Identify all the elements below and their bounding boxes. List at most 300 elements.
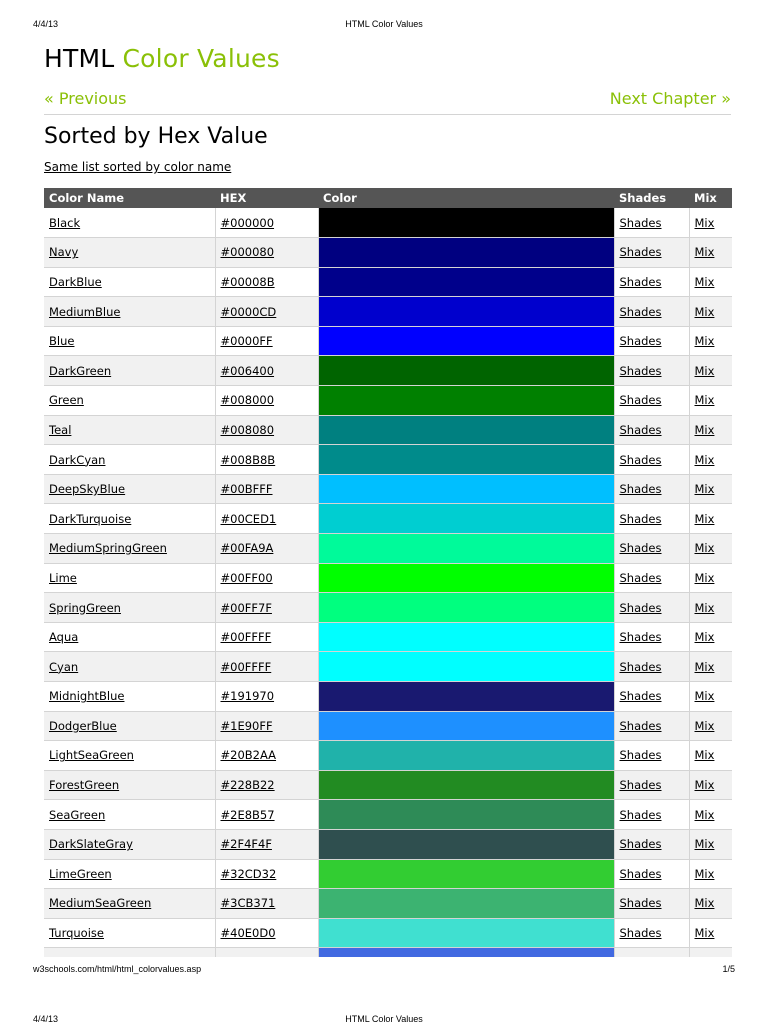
table-row (44, 829, 732, 859)
mix-link[interactable]: Mix (694, 896, 715, 911)
color-name-cell (44, 829, 215, 859)
mix-link[interactable]: Mix (694, 452, 715, 467)
mix-cell (689, 504, 732, 534)
shades-cell (614, 770, 689, 800)
hex-cell (215, 534, 318, 564)
table-row (44, 356, 732, 386)
shades-link[interactable]: Shades (619, 807, 662, 822)
hex-cell (215, 741, 318, 771)
shades-cell (614, 267, 689, 297)
shades-link[interactable]: Shades (619, 245, 662, 260)
shades-cell (614, 593, 689, 623)
color-name-link[interactable]: Teal (49, 422, 72, 437)
color-name-cell (44, 474, 215, 504)
color-swatch (319, 593, 614, 622)
table-row (44, 682, 732, 712)
color-swatch-cell (318, 267, 614, 297)
mix-cell (689, 918, 732, 948)
table-header-row (44, 188, 732, 208)
color-swatch-cell (318, 652, 614, 682)
mix-link[interactable]: Mix (694, 245, 715, 260)
mix-link[interactable]: Mix (694, 511, 715, 526)
color-table (44, 188, 732, 957)
header-color: Color (318, 188, 614, 208)
color-name-cell (44, 534, 215, 564)
color-name-cell (44, 741, 215, 771)
mix-link[interactable]: Mix (694, 778, 715, 793)
hex-cell (215, 445, 318, 475)
hex-link[interactable]: #00BFFF (220, 482, 273, 497)
shades-link[interactable]: Shades (619, 866, 662, 881)
page-title-plain: HTML (44, 44, 115, 73)
shades-link[interactable]: Shades (619, 748, 662, 763)
hex-link[interactable]: #006400 (220, 363, 275, 378)
hex-cell (215, 800, 318, 830)
hex-link[interactable]: #00CED1 (220, 511, 277, 526)
shades-cell (614, 238, 689, 268)
table-row (44, 445, 732, 475)
mix-link[interactable]: Mix (694, 600, 715, 615)
color-swatch-cell (318, 356, 614, 386)
color-table-body (44, 208, 732, 957)
shades-cell (614, 889, 689, 919)
shades-cell (614, 474, 689, 504)
page-break (0, 986, 768, 1012)
mix-cell (689, 386, 732, 416)
color-name-link[interactable]: Lime (49, 570, 77, 585)
color-swatch (319, 652, 614, 681)
shades-link[interactable]: Shades (619, 452, 662, 467)
color-swatch-cell (318, 918, 614, 948)
mix-cell (689, 652, 732, 682)
table-row (44, 918, 732, 948)
color-name-link[interactable]: Green (49, 393, 84, 408)
color-swatch-cell (318, 593, 614, 623)
shades-link[interactable]: Shades (619, 363, 662, 378)
color-name-link[interactable]: DarkSlateGray (49, 837, 133, 852)
shades-cell (614, 208, 689, 238)
table-row (44, 415, 732, 445)
mix-cell (689, 622, 732, 652)
hex-link[interactable]: #3CB371 (220, 896, 276, 911)
shades-link[interactable]: Shades (619, 778, 662, 793)
color-swatch (319, 623, 614, 652)
shades-link[interactable]: Shades (619, 837, 662, 852)
shades-link[interactable]: Shades (619, 600, 662, 615)
shades-cell (614, 829, 689, 859)
color-swatch-cell (318, 800, 614, 830)
shades-cell (614, 504, 689, 534)
color-swatch (319, 475, 614, 504)
hex-link[interactable]: #00FFFF (220, 659, 272, 674)
color-swatch (319, 504, 614, 533)
color-name-link[interactable]: MediumBlue (49, 304, 121, 319)
hex-cell (215, 593, 318, 623)
color-swatch-cell (318, 386, 614, 416)
color-swatch-cell (318, 859, 614, 889)
color-swatch (319, 416, 614, 445)
mix-cell (689, 415, 732, 445)
hex-link[interactable]: #0000CD (220, 304, 277, 319)
mix-link[interactable]: Mix (694, 334, 715, 349)
color-name-cell (44, 593, 215, 623)
mix-link[interactable] (695, 956, 715, 957)
shades-link[interactable]: Shades (619, 304, 662, 319)
mix-cell (689, 563, 732, 593)
table-row (44, 297, 732, 327)
mix-cell (689, 208, 732, 238)
color-name-cell (44, 770, 215, 800)
table-row (44, 711, 732, 741)
color-name-link[interactable]: MidnightBlue (49, 689, 125, 704)
color-swatch (319, 268, 614, 297)
table-row (44, 208, 732, 238)
shades-cell (614, 445, 689, 475)
color-name-cell (44, 563, 215, 593)
color-swatch (319, 297, 614, 326)
color-name-cell (44, 889, 215, 919)
hex-cell (215, 326, 318, 356)
table-row (44, 859, 732, 889)
color-swatch-cell (318, 770, 614, 800)
header-hex: HEX (215, 188, 318, 208)
hex-link[interactable]: #2F4F4F (220, 837, 272, 852)
color-name-cell (44, 445, 215, 475)
shades-cell (614, 415, 689, 445)
hex-cell (215, 386, 318, 416)
hex-cell (215, 770, 318, 800)
color-name-link[interactable]: DodgerBlue (49, 718, 117, 733)
hex-link[interactable]: #20B2AA (220, 748, 277, 763)
mix-link[interactable]: Mix (694, 215, 715, 230)
color-swatch (319, 712, 614, 741)
shades-link[interactable]: Shades (619, 896, 662, 911)
hex-link[interactable]: #00FF7F (220, 600, 272, 615)
table-row (44, 238, 732, 268)
hex-cell (215, 859, 318, 889)
table-row (44, 474, 732, 504)
mix-cell (689, 474, 732, 504)
mix-link[interactable]: Mix (694, 422, 715, 437)
shades-link[interactable]: Shades (619, 689, 662, 704)
color-swatch-cell (318, 741, 614, 771)
mix-link[interactable]: Mix (694, 837, 715, 852)
hex-cell (215, 829, 318, 859)
color-name-cell (44, 504, 215, 534)
table-row (44, 504, 732, 534)
mix-link[interactable]: Mix (694, 363, 715, 378)
mix-cell (689, 297, 732, 327)
shades-link[interactable]: Shades (619, 718, 662, 733)
table-row (44, 741, 732, 771)
mix-cell (689, 711, 732, 741)
mix-link[interactable]: Mix (694, 304, 715, 319)
table-row (44, 267, 732, 297)
table-row (44, 770, 732, 800)
color-name-link[interactable]: DarkBlue (49, 274, 102, 289)
mix-link[interactable]: Mix (694, 393, 715, 408)
mix-link[interactable]: Mix (694, 659, 715, 674)
print-footer (33, 964, 735, 976)
shades-link[interactable]: Shades (619, 570, 662, 585)
color-name-link[interactable]: DarkCyan (49, 452, 106, 467)
hex-cell (215, 297, 318, 327)
color-name-cell (44, 948, 215, 957)
color-swatch (319, 860, 614, 889)
shades-cell (614, 563, 689, 593)
next-chapter-link[interactable]: Next Chapter » (609, 89, 731, 108)
header-mix: Mix (689, 188, 732, 208)
color-swatch-cell (318, 208, 614, 238)
color-name-cell (44, 711, 215, 741)
shades-cell (614, 859, 689, 889)
mix-link[interactable]: Mix (694, 541, 715, 556)
shades-link[interactable]: Shades (619, 215, 662, 230)
header-color-name: Color Name (44, 188, 215, 208)
hex-link[interactable]: #40E0D0 (220, 926, 276, 941)
color-name-link[interactable]: LimeGreen (49, 866, 112, 881)
mix-cell (689, 445, 732, 475)
shades-link[interactable]: Shades (619, 274, 662, 289)
shades-cell (614, 356, 689, 386)
hex-link[interactable]: #191970 (220, 689, 275, 704)
color-name-cell (44, 682, 215, 712)
mix-cell (689, 356, 732, 386)
mix-link[interactable]: Mix (694, 807, 715, 822)
color-swatch-cell (318, 563, 614, 593)
color-name-cell (44, 356, 215, 386)
color-name-cell (44, 622, 215, 652)
shades-cell (614, 326, 689, 356)
mix-link[interactable]: Mix (694, 748, 715, 763)
hex-link[interactable]: #228B22 (220, 778, 275, 793)
color-name-link[interactable]: LightSeaGreen (49, 748, 134, 763)
shades-cell (614, 711, 689, 741)
color-name-link[interactable]: SeaGreen (49, 807, 106, 822)
mix-link[interactable]: Mix (694, 274, 715, 289)
color-name-link[interactable]: Aqua (49, 630, 79, 645)
mix-link[interactable]: Mix (694, 689, 715, 704)
mix-cell (689, 800, 732, 830)
hex-link[interactable]: #1E90FF (220, 718, 273, 733)
section-heading: Sorted by Hex Value (44, 124, 268, 149)
hex-link[interactable]: #008B8B (220, 452, 276, 467)
hex-cell (215, 238, 318, 268)
shades-cell (614, 297, 689, 327)
color-swatch (319, 919, 614, 948)
color-swatch (319, 564, 614, 593)
color-swatch (319, 948, 614, 957)
color-name-cell (44, 652, 215, 682)
shades-cell (614, 682, 689, 712)
shades-link[interactable]: Shades (619, 630, 662, 645)
shades-cell (614, 652, 689, 682)
table-row (44, 948, 732, 957)
color-name-link[interactable]: SpringGreen (49, 600, 121, 615)
header-shades: Shades (614, 188, 689, 208)
shades-link[interactable] (620, 956, 662, 957)
shades-cell (614, 386, 689, 416)
color-name-cell (44, 386, 215, 416)
color-swatch-cell (318, 889, 614, 919)
mix-link[interactable]: Mix (694, 866, 715, 881)
color-name-cell (44, 859, 215, 889)
mix-cell (689, 859, 732, 889)
color-swatch-cell (318, 445, 614, 475)
color-name-link[interactable]: DarkTurquoise (49, 511, 132, 526)
hex-link[interactable] (221, 956, 275, 957)
table-row (44, 534, 732, 564)
hex-cell (215, 682, 318, 712)
hex-cell (215, 208, 318, 238)
color-swatch (319, 534, 614, 563)
color-swatch-cell (318, 238, 614, 268)
hex-link[interactable]: #00FA9A (220, 541, 274, 556)
hex-link[interactable]: #000080 (220, 245, 275, 260)
mix-link[interactable]: Mix (694, 570, 715, 585)
color-name-link[interactable]: MediumSeaGreen (49, 896, 152, 911)
hex-link[interactable]: #008080 (220, 422, 275, 437)
shades-link[interactable]: Shades (619, 482, 662, 497)
table-row (44, 386, 732, 416)
table-row (44, 593, 732, 623)
color-swatch-cell (318, 682, 614, 712)
color-name-link[interactable]: Black (49, 215, 81, 230)
color-name-cell (44, 918, 215, 948)
shades-cell (614, 800, 689, 830)
color-swatch-cell (318, 948, 614, 957)
color-name-link[interactable]: DarkGreen (49, 363, 112, 378)
sort-by-name-link[interactable]: Same list sorted by color name (44, 160, 232, 174)
table-row (44, 326, 732, 356)
color-swatch (319, 771, 614, 800)
shades-cell (614, 741, 689, 771)
mix-link[interactable]: Mix (694, 718, 715, 733)
mix-cell (689, 267, 732, 297)
mix-cell (689, 534, 732, 564)
print-title: HTML Color Values (345, 19, 423, 29)
color-name-link[interactable]: Blue (49, 334, 75, 349)
color-swatch (319, 741, 614, 770)
hex-cell (215, 652, 318, 682)
page-title-accent: Color Values (122, 44, 280, 73)
mix-cell (689, 889, 732, 919)
hex-link[interactable]: #0000FF (220, 334, 273, 349)
color-name-link[interactable]: DeepSkyBlue (49, 482, 126, 497)
print-title-next-page: HTML Color Values (345, 1014, 423, 1024)
table-row (44, 800, 732, 830)
shades-cell (614, 918, 689, 948)
color-name-link[interactable]: Cyan (49, 659, 79, 674)
shades-link[interactable]: Shades (619, 511, 662, 526)
shades-link[interactable]: Shades (619, 334, 662, 349)
hex-cell (215, 356, 318, 386)
color-swatch (319, 386, 614, 415)
hex-cell (215, 474, 318, 504)
hex-link[interactable]: #00008B (220, 274, 275, 289)
mix-link[interactable]: Mix (694, 482, 715, 497)
color-swatch (319, 208, 614, 237)
mix-cell (689, 326, 732, 356)
print-date: 4/4/13 (33, 19, 59, 29)
shades-link[interactable]: Shades (619, 422, 662, 437)
print-page-number: 1/5 (722, 964, 735, 974)
hex-cell (215, 918, 318, 948)
color-name-link[interactable]: Navy (49, 245, 79, 260)
color-swatch (319, 682, 614, 711)
hex-link[interactable]: #000000 (220, 215, 275, 230)
mix-cell (689, 770, 732, 800)
color-name-link[interactable] (49, 956, 106, 957)
color-swatch-cell (318, 829, 614, 859)
color-swatch (319, 830, 614, 859)
mix-cell (689, 948, 732, 957)
mix-cell (689, 741, 732, 771)
color-name-cell (44, 208, 215, 238)
color-name-cell (44, 238, 215, 268)
hex-cell (215, 563, 318, 593)
shades-cell (614, 534, 689, 564)
table-row (44, 889, 732, 919)
color-swatch (319, 327, 614, 356)
mix-link[interactable]: Mix (694, 630, 715, 645)
table-row (44, 652, 732, 682)
hex-link[interactable]: #2E8B57 (220, 807, 275, 822)
shades-link[interactable]: Shades (619, 659, 662, 674)
shades-link[interactable]: Shades (619, 926, 662, 941)
hex-cell (215, 948, 318, 957)
hex-link[interactable]: #32CD32 (220, 866, 277, 881)
print-url: w3schools.com/html/html_colorvalues.asp (33, 964, 202, 974)
color-name-cell (44, 415, 215, 445)
color-name-cell (44, 800, 215, 830)
shades-link[interactable]: Shades (619, 393, 662, 408)
color-name-link[interactable]: ForestGreen (49, 778, 120, 793)
mix-link[interactable]: Mix (694, 926, 715, 941)
hex-cell (215, 504, 318, 534)
mix-cell (689, 682, 732, 712)
shades-link[interactable]: Shades (619, 541, 662, 556)
shades-cell (614, 948, 689, 957)
color-swatch-cell (318, 415, 614, 445)
color-swatch-cell (318, 474, 614, 504)
table-row (44, 622, 732, 652)
color-swatch-cell (318, 534, 614, 564)
print-date-next-page: 4/4/13 (33, 1014, 59, 1024)
color-swatch (319, 800, 614, 829)
previous-link[interactable]: « Previous (44, 89, 127, 108)
hex-cell (215, 622, 318, 652)
hex-link[interactable]: #008000 (220, 393, 275, 408)
color-name-link[interactable]: MediumSpringGreen (49, 541, 167, 556)
hex-link[interactable]: #00FFFF (220, 630, 272, 645)
color-name-cell (44, 267, 215, 297)
color-name-cell (44, 297, 215, 327)
color-name-link[interactable]: Turquoise (49, 926, 104, 941)
color-swatch (319, 356, 614, 385)
color-name-cell (44, 326, 215, 356)
hex-cell (215, 267, 318, 297)
hex-cell (215, 711, 318, 741)
color-swatch-cell (318, 326, 614, 356)
mix-cell (689, 829, 732, 859)
hex-cell (215, 415, 318, 445)
shades-cell (614, 622, 689, 652)
color-swatch (319, 889, 614, 918)
print-header-next-page (33, 1014, 735, 1024)
table-row (44, 563, 732, 593)
hex-link[interactable]: #00FF00 (220, 570, 273, 585)
